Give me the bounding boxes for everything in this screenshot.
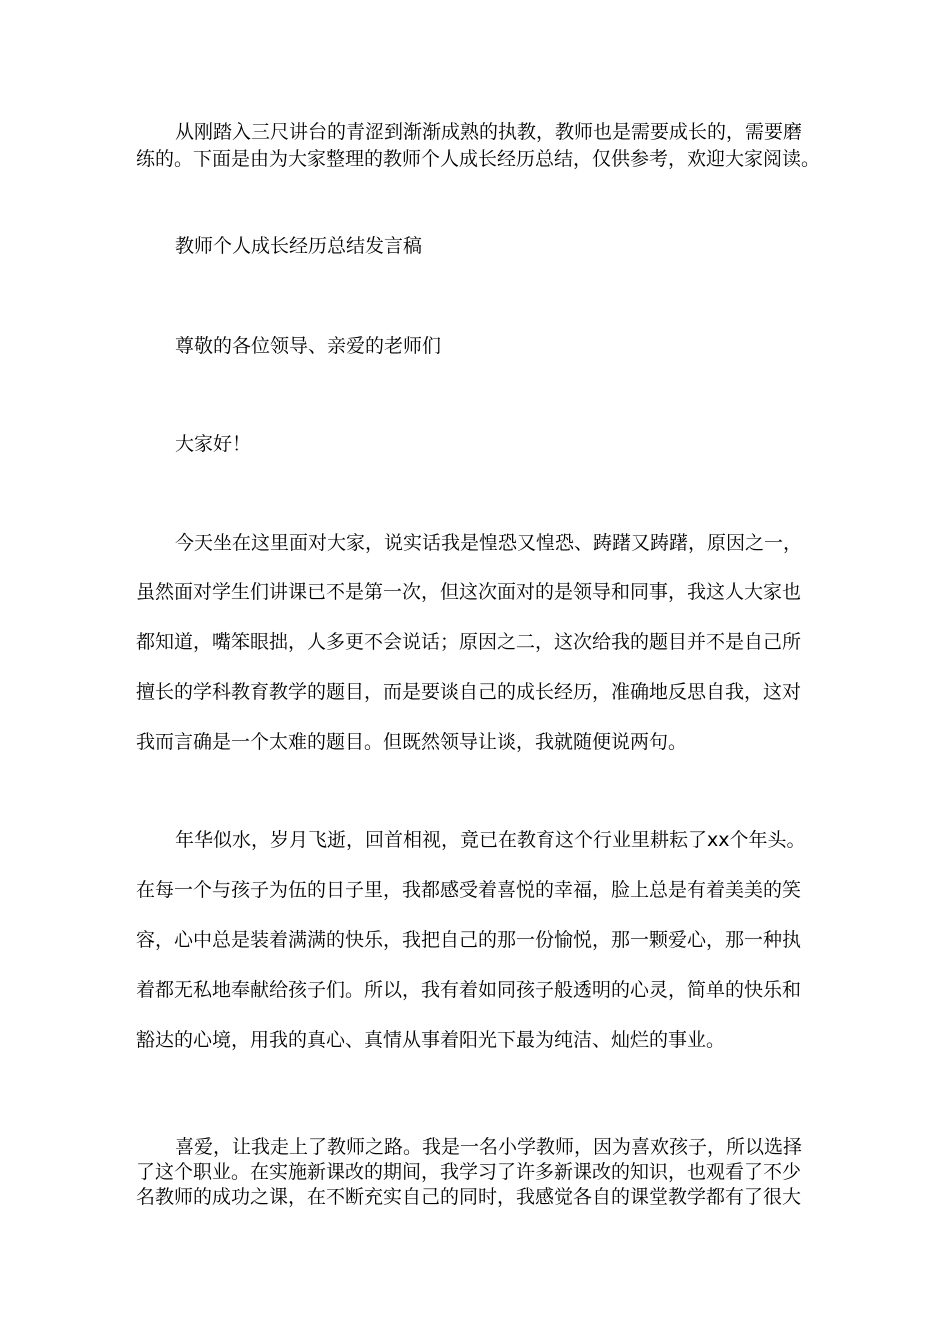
paragraph-1-line: 我而言确是一个太难的题目。但既然领导让谈，我就随便说两句。 <box>136 731 688 753</box>
paragraph-1-line: 都知道，嘴笨眼拙，人多更不会说话；原因之二，这次给我的题目并不是自己所 <box>136 631 802 653</box>
paragraph-3-line: 名教师的成功之课，在不断充实自己的同时，我感觉各自的课堂教学都有了很大 <box>136 1186 802 1208</box>
salutation: 尊敬的各位领导、亲爱的老师们 <box>175 335 442 357</box>
intro-line-2: 练的。下面是由为大家整理的教师个人成长经历总结，仅供参考，欢迎大家阅读。 <box>136 148 821 170</box>
paragraph-2-line: 在每一个与孩子为伍的日子里，我都感受着喜悦的幸福，脸上总是有着美美的笑 <box>136 879 802 901</box>
paragraph-2-line: 容，心中总是装着满满的快乐，我把自己的那一份愉悦，那一颗爱心，那一种执 <box>136 929 802 951</box>
paragraph-2-line: 着都无私地奉献给孩子们。所以，我有着如同孩子般透明的心灵，简单的快乐和 <box>136 979 802 1001</box>
paragraph-1-line: 虽然面对学生们讲课已不是第一次，但这次面对的是领导和同事，我这人大家也 <box>136 581 802 603</box>
paragraph-3-line: 喜爱，让我走上了教师之路。我是一名小学教师，因为喜欢孩子，所以选择 <box>175 1136 803 1158</box>
intro-line-1: 从刚踏入三尺讲台的青涩到渐渐成熟的执教，教师也是需要成长的，需要磨 <box>175 121 803 143</box>
paragraph-1-line: 擅长的学科教育教学的题目，而是要谈自己的成长经历，准确地反思自我，这对 <box>136 681 802 703</box>
paragraph-1-line: 今天坐在这里面对大家，说实话我是惶恐又惶恐、踌躇又踌躇，原因之一， <box>175 532 803 554</box>
paragraph-2-line: 年华似水，岁月飞逝，回首相视，竟已在教育这个行业里耕耘了xx个年头。 <box>175 829 806 851</box>
paragraph-3-line: 了这个职业。在实施新课改的期间，我学习了许多新课改的知识，也观看了不少 <box>136 1161 802 1183</box>
document-title: 教师个人成长经历总结发言稿 <box>175 235 423 257</box>
greeting: 大家好！ <box>175 433 252 455</box>
paragraph-2-line: 豁达的心境，用我的真心、真情从事着阳光下最为纯洁、灿烂的事业。 <box>136 1029 726 1051</box>
